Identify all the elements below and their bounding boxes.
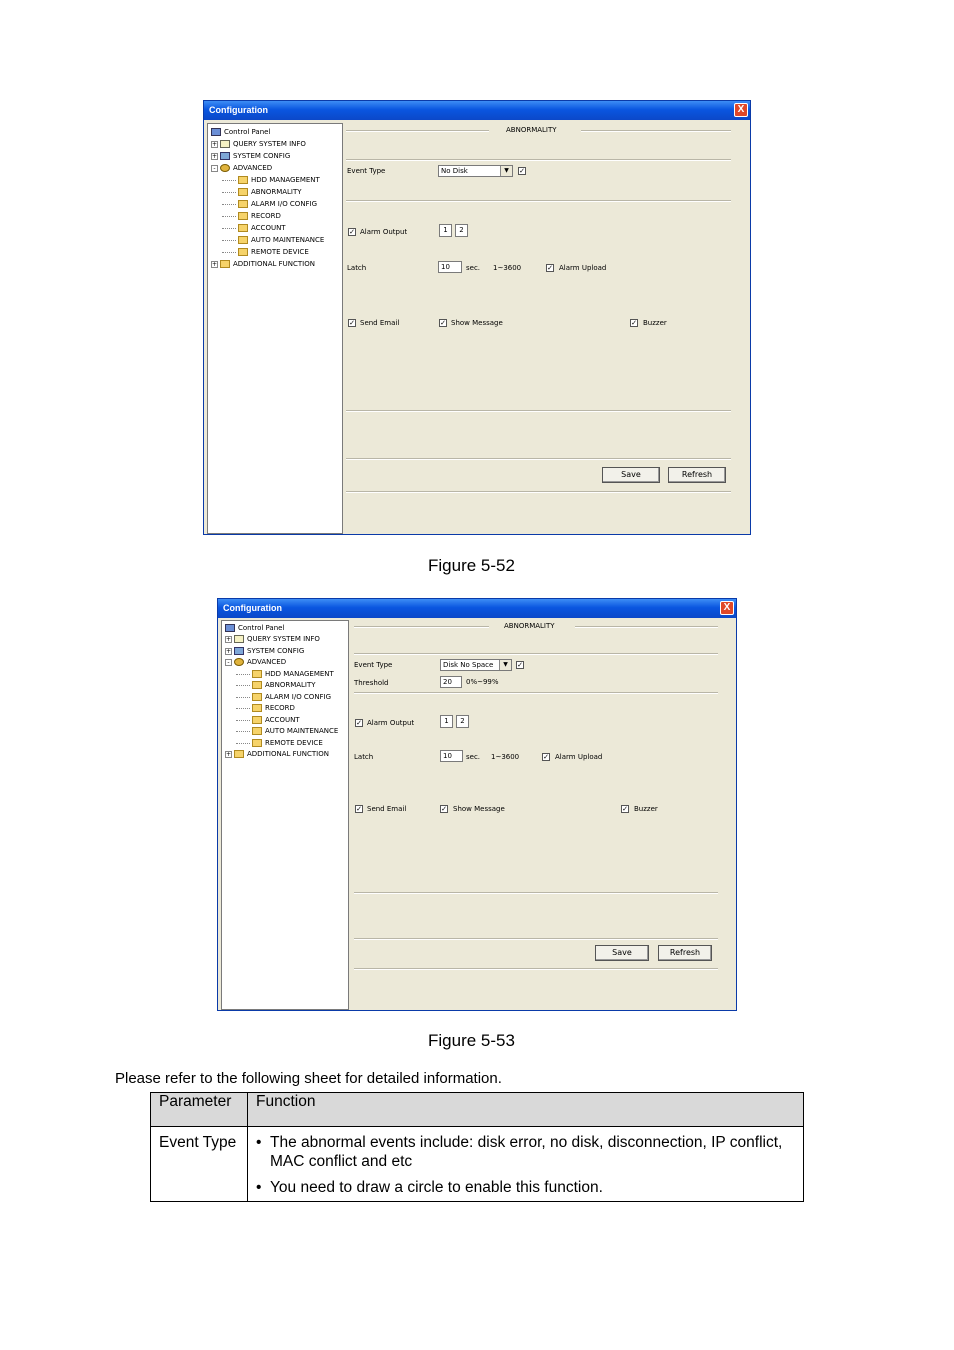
computer-icon (211, 128, 221, 136)
window-title-1: Configuration (204, 101, 750, 120)
expand-icon[interactable]: + (212, 152, 218, 160)
refresh-button[interactable]: Refresh (658, 945, 712, 961)
expand-icon[interactable]: + (226, 635, 232, 643)
tree-item-remote-device[interactable]: REMOTE DEVICE (236, 737, 323, 749)
save-button[interactable]: Save (595, 945, 649, 961)
function-cell (248, 1127, 804, 1202)
tree-item-auto-maintenance[interactable]: AUTO MAINTENANCE (236, 725, 338, 737)
latch-input[interactable]: 10 (440, 750, 463, 762)
folder-open-icon (252, 681, 262, 689)
folder-icon (234, 750, 244, 758)
gear-icon (220, 164, 230, 172)
show-message-label: Show Message (453, 805, 505, 813)
tools-icon (220, 152, 230, 160)
document-icon (220, 140, 230, 148)
tree-item-query-system-info[interactable]: + QUERY SYSTEM INFO (212, 140, 306, 148)
folder-open-icon (238, 188, 248, 196)
folder-icon (238, 236, 248, 244)
nav-tree-2 (221, 620, 349, 1010)
alarm-output-checkbox[interactable]: ✓ (349, 228, 355, 236)
settings-panel-2 (352, 618, 736, 1010)
threshold-label: Threshold (354, 679, 389, 687)
table-row (151, 1127, 804, 1202)
tree-item-abnormality[interactable]: ABNORMALITY (222, 186, 302, 198)
expand-icon[interactable]: + (212, 260, 218, 268)
settings-panel-1 (346, 120, 750, 534)
buzzer-checkbox[interactable]: ✓ (631, 319, 637, 327)
buzzer-label: Buzzer (643, 319, 667, 327)
tree-item-account[interactable]: ACCOUNT (222, 222, 286, 234)
alarm-channel-2[interactable]: 2 (455, 224, 468, 237)
chevron-down-icon[interactable]: ▼ (499, 660, 511, 670)
alarm-output-label: Alarm Output (360, 228, 408, 236)
computer-icon (225, 624, 235, 632)
alarm-output-label: Alarm Output (367, 719, 415, 727)
list-item: • The abnormal events include: disk error, no disk, disconnection, IP conflict, MAC conflict and etc (256, 1133, 795, 1171)
tree-item-additional-function[interactable]: + ADDITIONAL FUNCTION (212, 260, 315, 268)
show-message-checkbox[interactable]: ✓ (441, 805, 447, 813)
intro-text: Please refer to the following sheet for detailed information. (115, 1070, 502, 1087)
figure-caption-2: Figure 5-53 (428, 1031, 515, 1050)
tree-item-additional-function[interactable]: + ADDITIONAL FUNCTION (226, 750, 329, 758)
event-type-select[interactable]: No Disk ▼ (438, 165, 513, 177)
folder-icon (238, 176, 248, 184)
folder-icon (238, 224, 248, 232)
tree-item-advanced[interactable]: - ADVANCED (211, 162, 272, 174)
tree-item-remote-device[interactable]: REMOTE DEVICE (222, 246, 309, 258)
alarm-channel-1[interactable]: 1 (440, 715, 453, 728)
latch-range: 1~3600 (491, 753, 520, 761)
save-button[interactable]: Save (602, 467, 660, 483)
threshold-input[interactable]: 20 (440, 676, 462, 688)
parameter-cell: Event Type (151, 1127, 248, 1202)
latch-unit: sec. (466, 753, 481, 761)
show-message-label: Show Message (451, 319, 503, 327)
tree-item-system-config[interactable]: + SYSTEM CONFIG (226, 647, 305, 655)
collapse-icon[interactable]: - (225, 659, 232, 666)
alarm-upload-checkbox[interactable]: ✓ (547, 264, 553, 272)
config-window-1 (203, 100, 751, 535)
tree-item-abnormality[interactable]: ABNORMALITY (236, 679, 316, 691)
buzzer-label: Buzzer (634, 805, 658, 813)
folder-icon (252, 670, 262, 678)
latch-input[interactable]: 10 (438, 261, 462, 273)
window-title-2: Configuration (218, 599, 736, 618)
tree-item-hdd-management[interactable]: HDD MANAGEMENT (236, 668, 334, 680)
send-email-label: Send Email (367, 805, 407, 813)
threshold-range: 0%~99% (466, 678, 499, 686)
latch-label: Latch (354, 753, 374, 761)
event-enable-checkbox[interactable]: ✓ (519, 167, 525, 175)
panel-heading: ABNORMALITY (504, 622, 555, 630)
alarm-output-checkbox[interactable]: ✓ (356, 719, 362, 727)
close-icon[interactable]: X (734, 103, 748, 117)
buzzer-checkbox[interactable]: ✓ (622, 805, 628, 813)
tree-item-account[interactable]: ACCOUNT (236, 714, 300, 726)
table-header-row (151, 1093, 804, 1127)
expand-icon[interactable]: + (212, 140, 218, 148)
event-enable-checkbox[interactable]: ✓ (517, 661, 523, 669)
folder-icon (252, 727, 262, 735)
folder-icon (252, 739, 262, 747)
event-type-label: Event Type (354, 661, 393, 669)
alarm-upload-checkbox[interactable]: ✓ (543, 753, 549, 761)
tree-item-advanced[interactable]: - ADVANCED (225, 656, 286, 668)
list-item: • You need to draw a circle to enable this function. (256, 1178, 795, 1197)
header-parameter: Parameter (151, 1093, 248, 1127)
chevron-down-icon[interactable]: ▼ (500, 166, 512, 176)
collapse-icon[interactable]: - (211, 165, 218, 172)
folder-icon (252, 693, 262, 701)
function-bullets (256, 1133, 795, 1197)
panel-heading: ABNORMALITY (506, 126, 557, 134)
header-function: Function (248, 1093, 804, 1127)
parameter-table (150, 1092, 804, 1202)
folder-icon (252, 704, 262, 712)
nav-tree-1 (207, 123, 343, 534)
config-window-2 (217, 598, 737, 1011)
event-type-select[interactable]: Disk No Space ▼ (440, 659, 512, 671)
latch-range: 1~3600 (493, 264, 522, 272)
tree-item-alarm-io-config[interactable]: ALARM I/O CONFIG (222, 198, 317, 210)
tree-item-query-system-info[interactable]: + QUERY SYSTEM INFO (226, 635, 320, 643)
send-email-checkbox[interactable]: ✓ (349, 319, 355, 327)
folder-icon (252, 716, 262, 724)
send-email-label: Send Email (360, 319, 400, 327)
refresh-button[interactable]: Refresh (668, 467, 726, 483)
folder-icon (220, 260, 230, 268)
tree-item-system-config[interactable]: + SYSTEM CONFIG (212, 152, 291, 160)
tree-item-alarm-io-config[interactable]: ALARM I/O CONFIG (236, 691, 331, 703)
close-icon[interactable]: X (720, 601, 734, 615)
event-type-label: Event Type (347, 167, 386, 175)
tree-item-hdd-management[interactable]: HDD MANAGEMENT (222, 174, 320, 186)
folder-icon (238, 248, 248, 256)
tree-item-record[interactable]: RECORD (222, 210, 281, 222)
tree-root[interactable]: Control Panel (225, 622, 284, 634)
document-icon (234, 635, 244, 643)
expand-icon[interactable]: + (226, 647, 232, 655)
folder-icon (238, 212, 248, 220)
latch-unit: sec. (466, 264, 481, 272)
gear-icon (234, 658, 244, 666)
folder-icon (238, 200, 248, 208)
latch-label: Latch (347, 264, 367, 272)
show-message-checkbox[interactable]: ✓ (440, 319, 446, 327)
tree-item-record[interactable]: RECORD (236, 702, 295, 714)
alarm-channel-2[interactable]: 2 (456, 715, 469, 728)
alarm-channel-1[interactable]: 1 (439, 224, 452, 237)
alarm-upload-label: Alarm Upload (559, 264, 607, 272)
alarm-upload-label: Alarm Upload (555, 753, 603, 761)
expand-icon[interactable]: + (226, 750, 232, 758)
tree-item-auto-maintenance[interactable]: AUTO MAINTENANCE (222, 234, 324, 246)
figure-caption-1: Figure 5-52 (428, 556, 515, 575)
tree-root[interactable]: Control Panel (211, 126, 270, 138)
tools-icon (234, 647, 244, 655)
send-email-checkbox[interactable]: ✓ (356, 805, 362, 813)
